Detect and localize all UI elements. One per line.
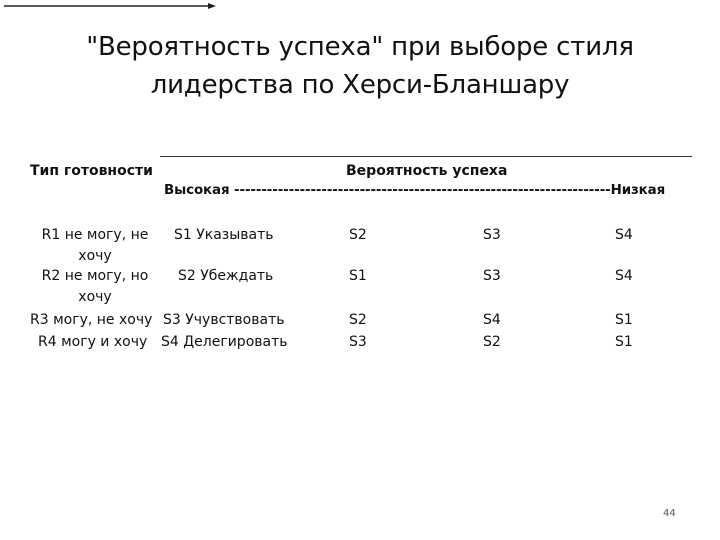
slide-title <box>60 28 660 104</box>
page-number: 44 <box>663 508 676 519</box>
readiness-label-line-1: R2 не могу, но <box>41 268 149 284</box>
leadership-style: S3 Учувствовать <box>163 312 285 328</box>
readiness-label: R4 могу и хочу <box>38 334 148 350</box>
success-cell-3: S4 <box>615 227 633 243</box>
leadership-style: S4 Делегировать <box>161 334 288 350</box>
readiness-label: R3 могу, не хочу <box>30 312 153 328</box>
success-cell-2: S4 <box>483 312 501 328</box>
success-cell-2: S2 <box>483 334 501 350</box>
top-arrow-line <box>4 1 216 11</box>
header-rule <box>160 156 692 157</box>
success-probability-header: Вероятность успеха <box>346 163 508 179</box>
slide-title-line-2: лидерства по Херси-Бланшару <box>150 70 570 100</box>
success-cell-1: S1 <box>349 268 367 284</box>
success-cell-3: S1 <box>615 312 633 328</box>
success-cell-1: S3 <box>349 334 367 350</box>
readiness-label-line-1: R1 не могу, не <box>41 227 149 243</box>
readiness-label <box>34 225 156 267</box>
readiness-type-header: Тип готовности <box>30 163 153 179</box>
readiness-label-line-2: хочу <box>78 248 112 264</box>
readiness-label <box>34 266 156 308</box>
readiness-label-line-2: хочу <box>78 289 112 305</box>
success-cell-3: S4 <box>615 268 633 284</box>
slide-title-line-1: "Вероятность успеха" при выборе стиля <box>86 32 634 62</box>
success-cell-1: S2 <box>349 227 367 243</box>
success-cell-2: S3 <box>483 268 501 284</box>
success-cell-1: S2 <box>349 312 367 328</box>
leadership-style: S1 Указывать <box>174 227 274 243</box>
high-low-scale: Высокая ---------------------------------------------------------------------Низкая <box>164 183 666 198</box>
success-cell-2: S3 <box>483 227 501 243</box>
leadership-style: S2 Убеждать <box>178 268 274 284</box>
success-cell-3: S1 <box>615 334 633 350</box>
